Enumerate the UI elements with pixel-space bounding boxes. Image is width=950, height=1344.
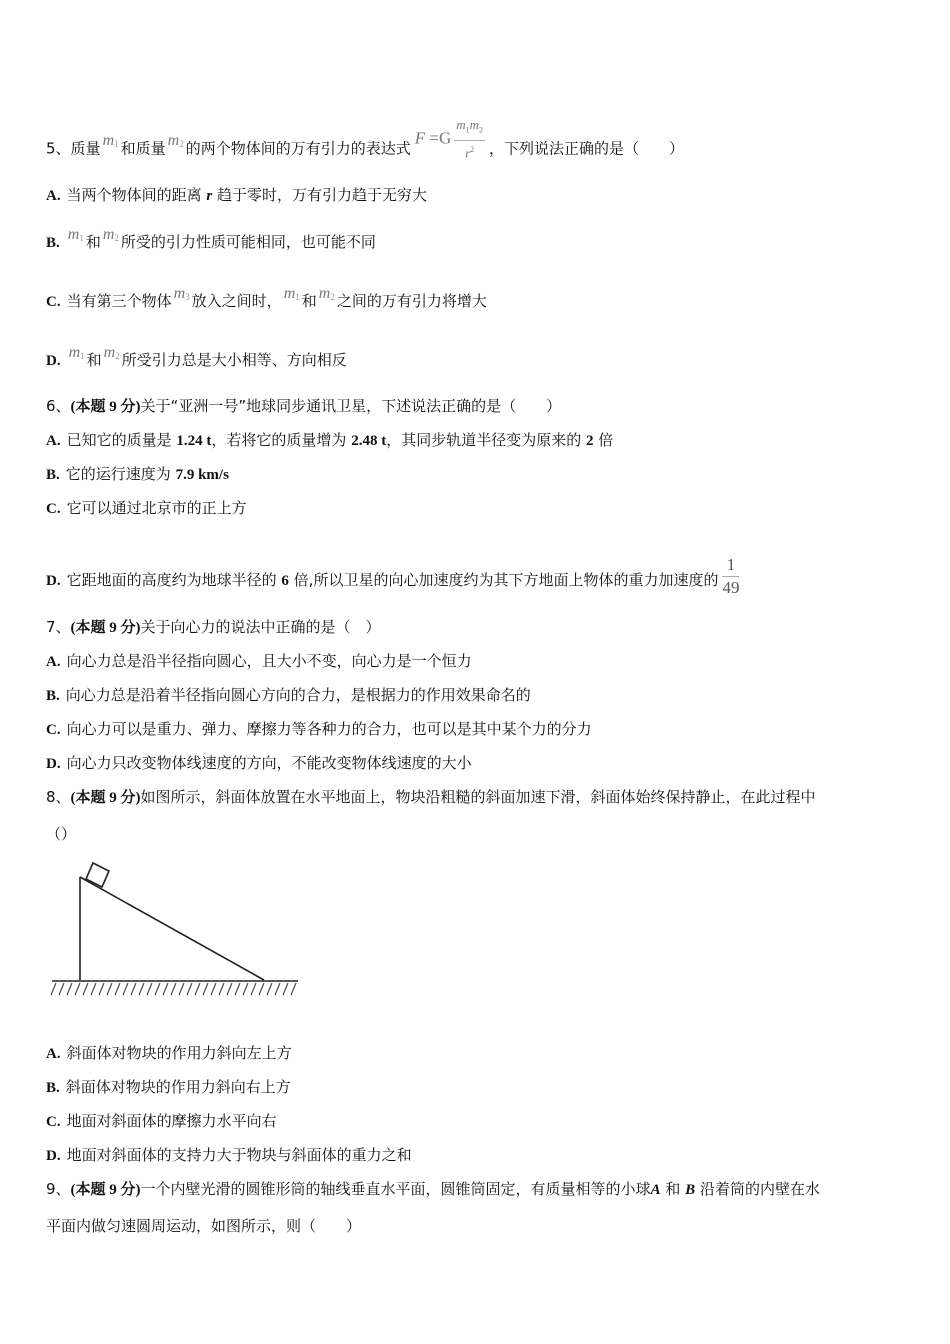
q9-score: (本题 9 分) <box>70 1182 141 1198</box>
m1-symbol: $m_1$ <box>283 285 300 302</box>
m1-symbol: $m_1$ <box>67 226 84 243</box>
fraction-one-49: $\frac{1}{49}$ <box>722 555 740 597</box>
m2-symbol: $m_2$ <box>102 226 119 243</box>
q6-score: (本题 9 分) <box>70 399 141 415</box>
q9-stem-cont: 平面内做匀速圆周运动，如图所示，则（ ） <box>46 1217 362 1235</box>
m2-symbol: $m_2$ <box>167 132 184 150</box>
q8-number: 8、 <box>46 788 71 806</box>
q5-option-a[interactable]: A. 当两个物体间的距离 r 趋于零时，万有引力趋于无穷大 <box>46 186 428 204</box>
gravitation-formula: F =G $\frac{m_1m_2}{r^2}$ <box>414 117 484 160</box>
q5-option-c[interactable]: C. 当有第三个物体 $m_3$ 放入之间时， $m_1$ 和 $m_2$ 之间的万有引力将增大 <box>46 285 487 310</box>
m2-symbol: $m_2$ <box>318 285 335 302</box>
q7-number: 7、 <box>46 618 71 636</box>
q6-stem: 6、(本题 9 分)关于“亚洲一号”地球同步通讯卫星，下述说法正确的是（ ） <box>46 397 562 415</box>
q5-option-d[interactable]: D. $m_1$ 和 $m_2$ 所受引力总是大小相等、方向相反 <box>46 344 347 369</box>
m1-symbol: $m_1$ <box>68 344 85 361</box>
m1-symbol: $m_1$ <box>102 132 119 150</box>
q8-option-b[interactable]: B. 斜面体对物块的作用力斜向右上方 <box>46 1078 291 1096</box>
q7-option-d[interactable]: D. 向心力只改变物体线速度的方向，不能改变物体线速度的大小 <box>46 754 472 772</box>
q7-option-b[interactable]: B. 向心力总是沿着半径指向圆心方向的合力，是根据力的作用效果命名的 <box>46 686 531 704</box>
q7-score: (本题 9 分) <box>70 620 141 636</box>
q8-stem-cont: （） <box>46 825 77 843</box>
q8-option-c[interactable]: C. 地面对斜面体的摩擦力水平向右 <box>46 1112 277 1130</box>
q7-stem: 7、(本题 9 分)关于向心力的说法中正确的是（ ） <box>46 618 381 636</box>
q7-option-a[interactable]: A. 向心力总是沿半径指向圆心，且大小不变，向心力是一个恒力 <box>46 652 472 670</box>
m2-symbol: $m_2$ <box>103 344 120 361</box>
q7-option-c[interactable]: C. 向心力可以是重力、弹力、摩擦力等各种力的合力，也可以是其中某个力的分力 <box>46 720 592 738</box>
q6-option-a[interactable]: A. 已知它的质量是 1.24 t，若将它的质量增为 2.48 t，其同步轨道半径变为原来的 2 倍 <box>46 431 614 449</box>
q6-option-d[interactable]: D. 它距地面的高度约为地球半径的 6 倍,所以卫星的向心加速度约为其下方地面上物体的重力加速度的 $\frac{1}{49}$ <box>46 555 740 597</box>
q9-stem: 9、(本题 9 分)一个内壁光滑的圆锥形筒的轴线垂直水平面，圆锥筒固定，有质量相等的小球A 和 B 沿着筒的内壁在水 <box>46 1180 820 1198</box>
q9-number: 9、 <box>46 1180 71 1198</box>
q8-option-d[interactable]: D. 地面对斜面体的支持力大于物块与斜面体的重力之和 <box>46 1146 412 1164</box>
incline-block-figure <box>46 855 316 1005</box>
m3-symbol: $m_3$ <box>173 285 190 302</box>
q6-option-b[interactable]: B. 它的运行速度为 7.9 km/s <box>46 465 229 483</box>
q5-option-b[interactable]: B. $m_1$ 和 $m_2$ 所受的引力性质可能相同，也可能不同 <box>46 226 376 251</box>
q8-score: (本题 9 分) <box>70 790 141 806</box>
q6-number: 6、 <box>46 397 71 415</box>
q8-stem: 8、(本题 9 分)如图所示，斜面体放置在水平地面上，物块沿粗糙的斜面加速下滑，斜面体始终保持静止，在此过程中 <box>46 788 816 806</box>
q5-number: 5、 <box>46 139 71 158</box>
q5-stem: 5、质量 $m_1$ 和质量 $m_2$ 的两个物体间的万有引力的表达式F =G $\frac{m_1m_2}{r^2}$ ，下列说法正确的是（ ） <box>46 117 685 160</box>
q6-option-c[interactable]: C. 它可以通过北京市的正上方 <box>46 499 247 517</box>
incline-diagram <box>46 855 316 1005</box>
q8-option-a[interactable]: A. 斜面体对物块的作用力斜向左上方 <box>46 1044 292 1062</box>
